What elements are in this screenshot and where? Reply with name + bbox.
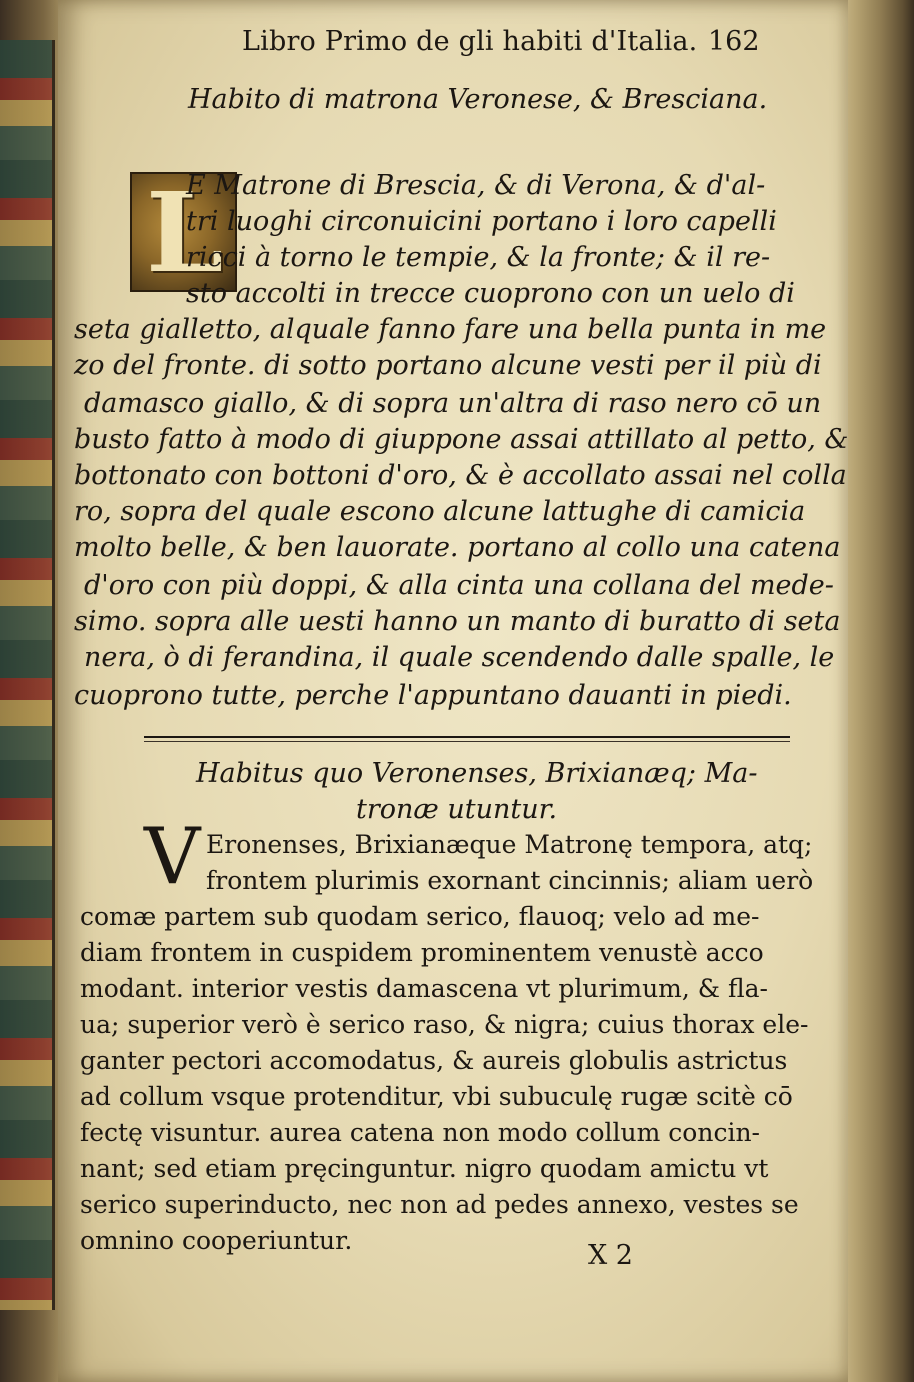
italian-line: ro, sopra del quale escono alcune lattughe di camicia [74,496,806,527]
latin-line: ganter pectori accomodatus, & aureis globulis astrictus [80,1046,788,1075]
drop-cap-letter: V [144,812,201,902]
running-head: Libro Primo de gli habiti d'Italia. [242,26,698,57]
italian-line: simo. sopra alle uesti hanno un manto di buratto di seta [74,606,841,637]
latin-section-title-line2: tronæ utuntur. [356,794,558,825]
book-page [58,0,848,1382]
latin-line: frontem plurimis exornant cincinnis; aliam uerò [206,866,814,895]
italian-line: sto accolti in trecce cuoprono con un uelo di [186,278,795,309]
latin-line: serico superinducto, nec non ad pedes annexo, vestes se [80,1190,799,1219]
latin-line: fectę visuntur. aurea catena non modo collum concin- [80,1118,760,1147]
right-page-edge [840,0,914,1382]
latin-line: ad collum vsque protenditur, vbi subuculę rugæ scitè cō [80,1082,793,1111]
italian-line: busto fatto à modo di giuppone assai attillato al petto, & [74,424,849,455]
italian-line: nera, ò di ferandina, il quale scendendo dalle spalle, le [84,642,835,673]
italian-line: molto belle, & ben lauorate. portano al collo una catena [74,532,841,563]
section-divider [144,736,790,738]
latin-line: modant. interior vestis damascena vt plurimum, & fla- [80,974,769,1003]
latin-line: omnino cooperiuntur. [80,1226,353,1255]
italian-line: seta gialletto, alquale fanno fare una bella punta in me [74,314,827,345]
latin-line: comæ partem sub quodam serico, flauoq; velo ad me- [80,902,760,931]
italian-line: bottonato con bottoni d'oro, & è accollato assai nel colla [74,460,847,491]
italian-line: tri luoghi circonuicini portano i loro capelli [186,206,777,237]
italian-line: damasco giallo, & di sopra un'altra di raso nero cō un [84,388,822,419]
italian-line: ricci à torno le tempie, & la fronte; & il re- [186,242,771,273]
latin-section-title-line1: Habitus quo Veronenses, Brixianæq; Ma- [196,758,758,789]
woodcut-border-ornament [0,40,55,1310]
italian-line: E Matrone di Brescia, & di Verona, & d'al- [186,170,766,201]
italian-section-title: Habito di matrona Veronese, & Bresciana. [188,84,768,115]
italian-line: zo del fronte. di sotto portano alcune vesti per il più di [74,350,822,381]
section-divider-thin [144,741,790,742]
latin-line: ua; superior verò è serico raso, & nigra; cuius thorax ele- [80,1010,809,1039]
page-number: 162 [708,26,760,57]
latin-line: diam frontem in cuspidem prominentem venustè acco [80,938,764,967]
italian-line: d'oro con più doppi, & alla cinta una collana del mede- [84,570,834,601]
drop-cap-letter: L [146,168,224,297]
latin-line: Eronenses, Brixianæque Matronę tempora, atq; [206,830,813,859]
signature-mark: X 2 [588,1240,633,1271]
left-page-edge [0,0,62,1382]
latin-line: nant; sed etiam pręcinguntur. nigro quodam amictu vt [80,1154,769,1183]
italian-line: cuoprono tutte, perche l'appuntano dauanti in piedi. [74,680,792,711]
